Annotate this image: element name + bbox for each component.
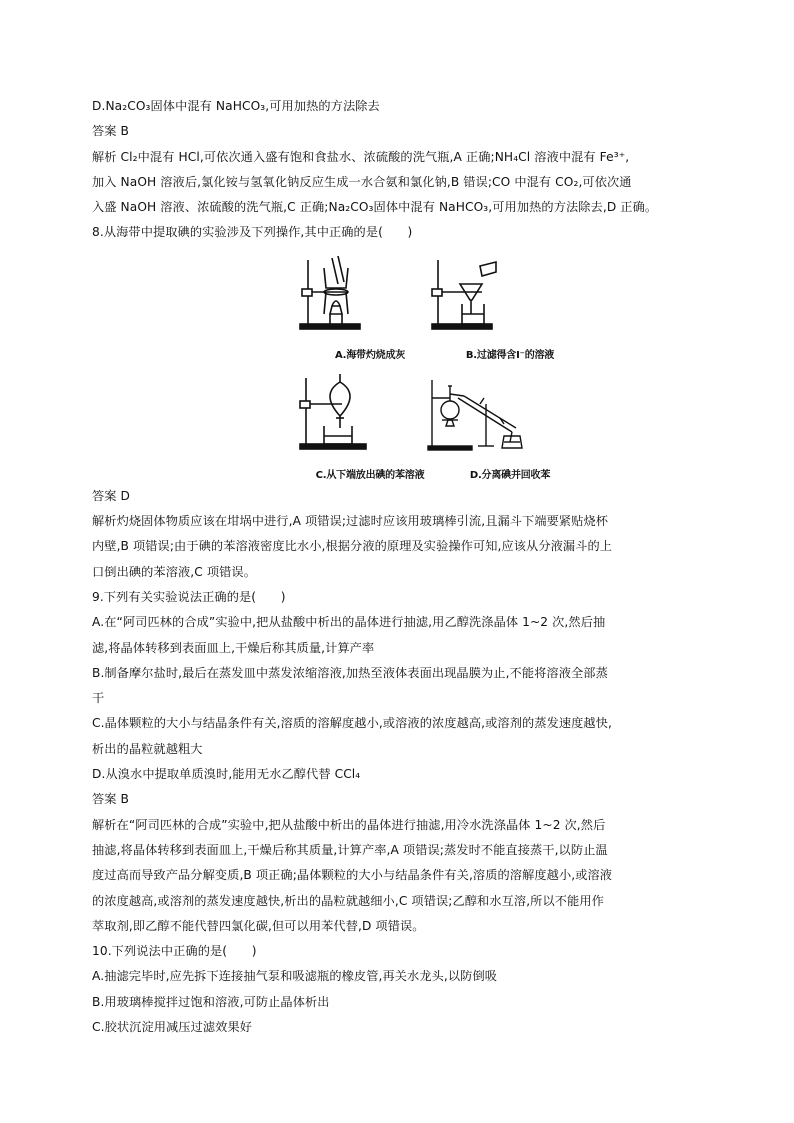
distillation-apparatus-drawing	[420, 374, 600, 464]
filtration-apparatus-drawing	[420, 254, 600, 344]
q9-option-line: 干	[92, 691, 105, 706]
q10-option-line: B.用玻璃棒搅拌过饱和溶液,可防止晶体析出	[92, 994, 330, 1009]
q9-option-line: C.晶体颗粒的大小与结晶条件有关,溶质的溶解度越小,或溶液的浓度越高,或溶剂的蒸发速度越快,	[92, 716, 612, 731]
figure-c-caption: C.从下端放出碘的苯溶液	[315, 469, 425, 481]
q7-analysis-line: 解析 Cl₂中混有 HCl,可依次通入盛有饱和食盐水、浓硫酸的洗气瓶,A 正确;NH₄Cl 溶液中混有 Fe³⁺,	[92, 149, 630, 164]
q9-analysis-line: 萃取剂,即乙醇不能代替四氯化碳,但可以用苯代替,D 项错误。	[92, 918, 425, 933]
figure-d	[420, 374, 600, 484]
q8-analysis-line: 内壁,B 项错误;由于碘的苯溶液密度比水小,根据分液的原理及实验操作可知,应该从分液漏斗的上	[92, 539, 613, 554]
q9-option-line: D.从溴水中提取单质溴时,能用无水乙醇代替 CCl₄	[92, 767, 361, 782]
figure-b	[420, 254, 600, 364]
q10-option-line: A.抽滤完毕时,应先拆下连接抽气泵和吸滤瓶的橡皮管,再关水龙头,以防倒吸	[92, 969, 498, 984]
q9-answer: 答案 B	[92, 792, 130, 807]
q7-analysis-line: 加入 NaOH 溶液后,氯化铵与氢氧化钠反应生成一水合氨和氯化钠,B 错误;CO 中混有 CO₂,可依次通	[92, 174, 632, 189]
q9-option-line: 滤,将晶体转移到表面皿上,干燥后称其质量,计算产率	[92, 640, 375, 655]
q9-option-line: B.制备摩尔盐时,最后在蒸发皿中蒸发浓缩溶液,加热至液体表面出现晶膜为止,不能将溶液全部蒸	[92, 665, 608, 680]
q9-analysis-line: 的浓度越高,或溶剂的蒸发速度越快,析出的晶粒就越细小,C 项错误;乙醇和水互溶,所以不能用作	[92, 893, 604, 908]
q9-analysis-line: 抽滤,将晶体转移到表面皿上,干燥后称其质量,计算产率,A 项错误;蒸发时不能直接蒸干,以防止温	[92, 842, 608, 857]
figure-d-caption: D.分离碘并回收苯	[469, 469, 551, 481]
q9-analysis-line: 解析在“阿司匹林的合成”实验中,把从盐酸中析出的晶体进行抽滤,用冷水洗涤晶体 1~2 次,然后	[92, 817, 606, 832]
q10-option-line: C.胶状沉淀用减压过滤效果好	[92, 1020, 253, 1035]
document-page	[92, 94, 706, 1040]
q9-stem: 9.下列有关实验说法正确的是( )	[92, 589, 286, 604]
q7-answer: 答案 B	[92, 124, 130, 139]
q9-option-line: A.在“阿司匹林的合成”实验中,把从盐酸中析出的晶体进行抽滤,用乙醇洗涤晶体 1~2 次,然后抽	[92, 615, 606, 630]
q9-option-line: 析出的晶粒就越粗大	[92, 741, 203, 756]
q7-analysis-line: 入盛 NaOH 溶液、浓硫酸的洗气瓶,C 正确;Na₂CO₃固体中混有 NaHCO₃,可用加热的方法除去,D 正确。	[92, 200, 658, 215]
q8-analysis-line: 解析灼烧固体物质应该在坩埚中进行,A 项错误;过滤时应该用玻璃棒引流,且漏斗下端要紧贴烧杯	[92, 514, 609, 529]
q9-analysis-line: 度过高而导致产品分解变质,B 项正确;晶体颗粒的大小与结晶条件有关,溶质的溶解度越小,或溶液	[92, 868, 613, 883]
q7-option-d: D.Na₂CO₃固体中混有 NaHCO₃,可用加热的方法除去	[92, 99, 380, 113]
q8-answer: 答案 D	[92, 488, 131, 503]
figure-b-caption: B.过滤得含I⁻的溶液	[465, 349, 555, 361]
q8-analysis-line: 口倒出碘的苯溶液,C 项错误。	[92, 564, 257, 579]
figure-a-caption: A.海带灼烧成灰	[334, 349, 406, 361]
q10-stem: 10.下列说法中正确的是( )	[92, 944, 257, 959]
q8-stem: 8.从海带中提取碘的实验涉及下列操作,其中正确的是( )	[92, 225, 413, 240]
q8-figure	[92, 246, 706, 484]
